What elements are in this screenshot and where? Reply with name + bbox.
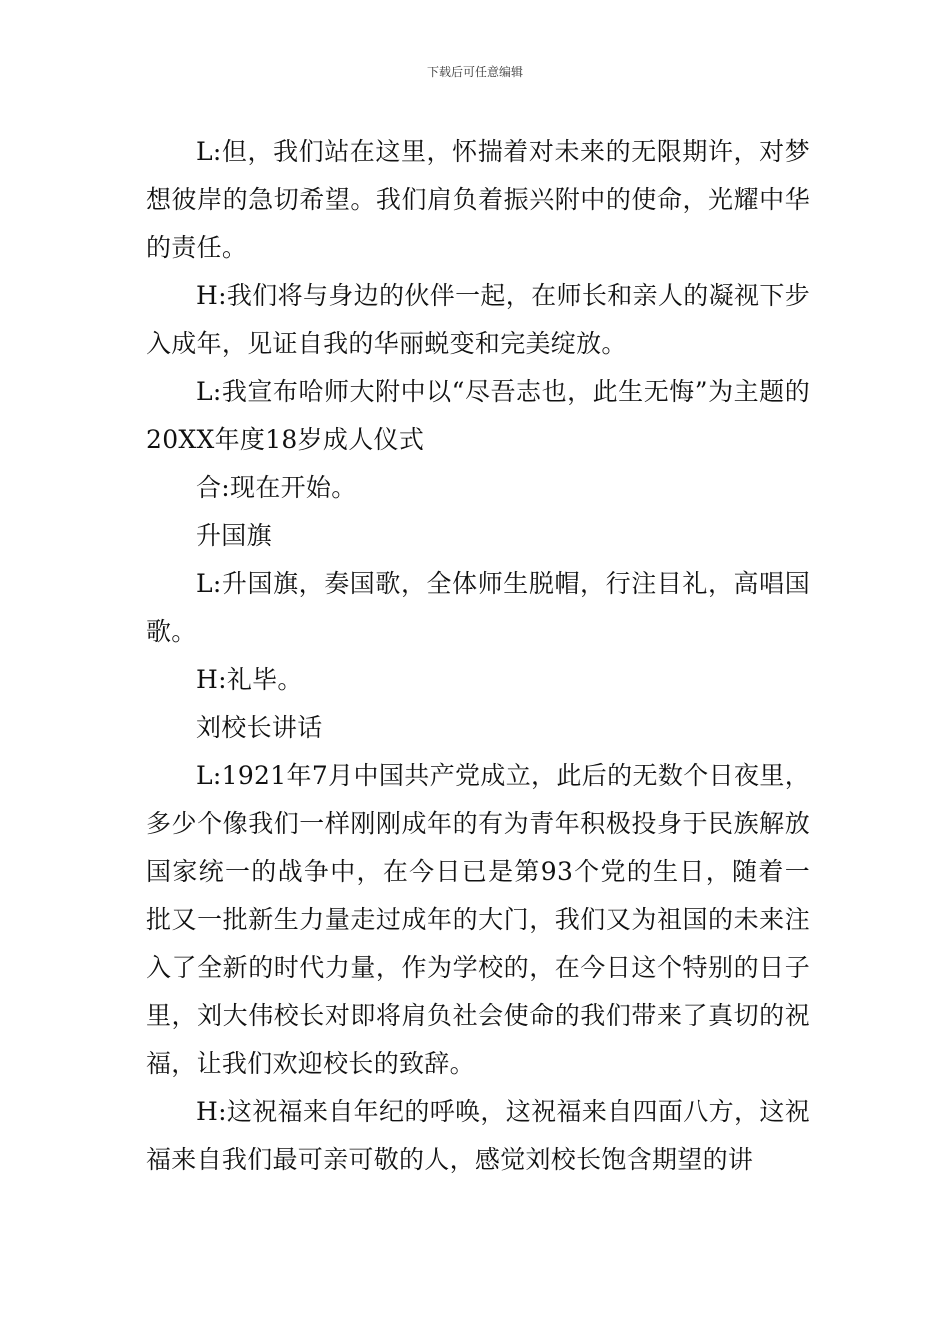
paragraph: L:但，我们站在这里，怀揣着对未来的无限期许，对梦想彼岸的急切希望。我们肩负着振兴附中的使命，光耀中华的责任。 — [146, 137, 810, 262]
paragraph: H:礼毕。 — [196, 665, 303, 694]
paragraph: H:这祝福来自年纪的呼唤，这祝福来自四面八方，这祝福来自我们最可亲可敬的人，感觉刘校长饱含期望的讲 — [146, 1097, 810, 1174]
document-body — [146, 128, 810, 1184]
paragraph: 合:现在开始。 — [196, 473, 357, 502]
paragraph: H:我们将与身边的伙伴一起，在师长和亲人的凝视下步入成年，见证自我的华丽蜕变和完美绽放。 — [146, 281, 810, 358]
section-heading: 刘校长讲话 — [196, 713, 323, 742]
paragraph: L:我宣布哈师大附中以“尽吾志也，此生无悔”为主题的20XX年度18岁成人仪式 — [146, 377, 810, 454]
paragraph: L:升国旗，奏国歌，全体师生脱帽，行注目礼，高唱国歌。 — [146, 569, 810, 646]
paragraph: L:1921年7月中国共产党成立，此后的无数个日夜里，多少个像我们一样刚刚成年的有为青年积极投身于民族解放国家统一的战争中，在今日已是第93个党的生日，随着一批又一批新生力量走过成年的大门，我们又为祖国的未来注入了全新的时代力量，作为学校的，在今日这个特别的日子里，刘大伟校长对即将肩负社会使命的我们带来了真切的祝福，让我们欢迎校长的致辞。 — [146, 761, 810, 1078]
page-header: 下载后可任意编辑 — [426, 65, 523, 79]
section-heading: 升国旗 — [196, 521, 272, 550]
